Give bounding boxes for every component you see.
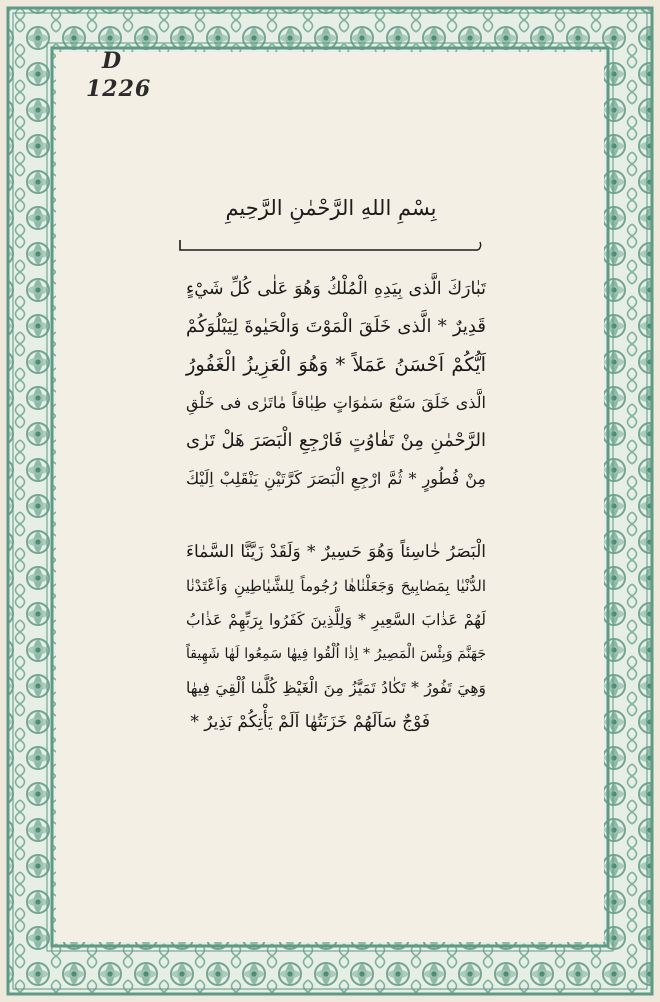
accession-letter: D: [102, 48, 122, 74]
text-line: فَوْجٌ سَاَلَهُمْ خَزَنَتُهٰا اَلَمْ يَأْتِكُمْ نَذِيرٌ *: [190, 712, 430, 732]
text-block-2: [186, 535, 486, 739]
accession-number: [86, 50, 151, 100]
accession-digits: 1226: [86, 76, 152, 102]
text-line: الَّذى خَلَقَ سَبْعَ سَمٰوَاتٍ طِبٰاقاً مٰاتَرٰى فى خَلْقِ: [186, 393, 486, 412]
text-line: وَهِيَ تَفُورُ * تَكٰادُ تَمَيَّزُ مِنَ الْغَيْظِ كُلَّمٰا اُلْقِيَ فِيهٰا: [186, 679, 486, 697]
basmala: بِسْمِ اللهِ الرَّحْمٰنِ الرَّحِيمِ: [225, 196, 437, 220]
text-line: لَهُمْ عَذٰابَ السَّعِيرِ * وَلِلَّذِينَ كَفَرُوا بِرَبِّهِمْ عَذٰابُ: [186, 611, 486, 629]
text-line: تَبٰارَكَ الَّذى بِيَدِهِ الْمُلْكُ وَهُوَ عَلٰى كُلِّ شَيْءٍ: [186, 279, 486, 299]
text-line: جَهَنَّمَ وَبِئْسَ الْمَصِيرُ * اِذٰا اُلْقُوا فِيهٰا سَمِعُوا لَهٰا شَهِيقاً: [186, 646, 486, 662]
text-line: اَيُّكُمْ اَحْسَنُ عَمَلاً * وَهُوَ الْعَزِيزُ الْغَفُورُ: [186, 353, 486, 376]
basmala-header: [178, 196, 484, 256]
text-line: مِنْ فُطُورٍ * ثُمَّ ارْجِعِ الْبَصَرَ كَرَّتَيْنِ يَنْقَلِبْ اِلَيْكَ: [186, 469, 486, 488]
text-line: قَدِيرٌ * الَّذى خَلَقَ الْمَوْتَ وَالْحَيٰوةَ لِيَبْلُوَكُمْ: [186, 316, 486, 337]
text-line: الرَّحْمٰنِ مِنْ تَفٰاوُتٍ فَارْجِعِ الْبَصَرَ هَلْ تَرٰى: [186, 430, 486, 451]
text-line: الْبَصَرُ خٰاسِئاً وَهُوَ حَسِيرٌ * وَلَقَدْ زَيَّنَّا السَّمٰاءَ: [186, 542, 486, 562]
header-flourish-rule: [178, 236, 484, 256]
text-line: الدُّنْيٰا بِمَصٰابِيحَ وَجَعَلْنٰاهٰا رُجُوماً لِلشَّيٰاطِينِ وَاَعْتَدْنٰا: [186, 577, 486, 595]
text-block-1: [186, 270, 486, 498]
